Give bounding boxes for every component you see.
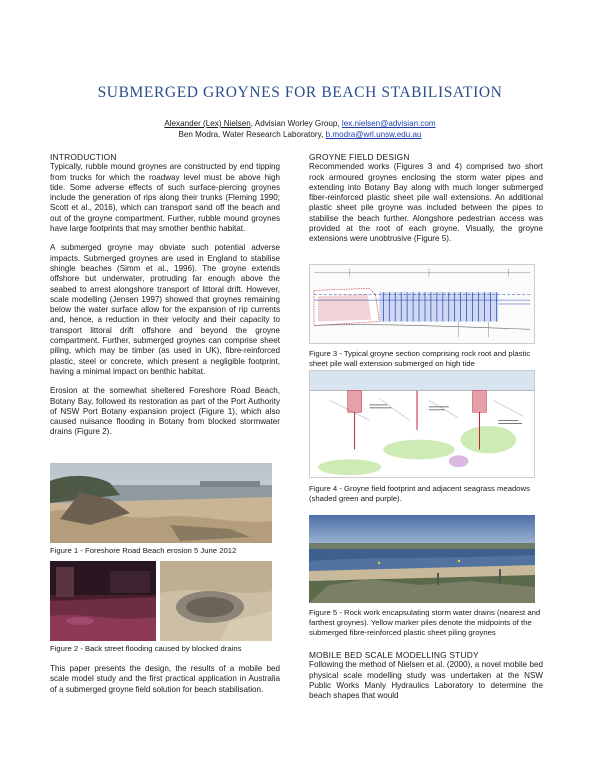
paper-title: SUBMERGED GROYNES FOR BEACH STABILISATION [97,84,503,101]
figure-4-caption: Figure 4 - Groyne field footprint and adjacent seagrass meadows (shaded green and purple). [309,484,530,503]
figure-3-caption: Figure 3 - Typical groyne section comprising rock root and plastic sheet pile wall extension submerged on high tide [309,349,531,368]
author-line-1 [0,118,600,129]
figure-1-beach-erosion-photo [50,463,272,543]
author-org-advisian: , Advisian Worley Group, [250,119,342,128]
left-column [50,152,280,447]
intro-paragraph-3: Erosion at the somewhat sheltered Foreshore Road Beach, Botany Bay, followed its restoration as part of the Port Authority of NSW Port Botany expansion project (Figure 1), which also caused nuisance flooding in Botany from blocked stormwater drains (Figure 2). [50,386,280,437]
mobile-bed-modelling-heading: MOBILE BED SCALE MODELLING STUDY [309,650,479,660]
right-column [309,152,543,254]
email-link-nielsen[interactable]: lex.nielsen@advisian.com [341,119,436,128]
figure-2-caption: Figure 2 - Back street flooding caused by blocked drains [50,644,242,653]
intro-paragraph-2: A submerged groyne may obviate such potential adverse impacts. Submerged groynes are used in England to stabilise shingle beaches (Simm et al., 1996). The groyne extends offshore but underwater, protruding far enough above the seabed to arrest alongshore transport of littoral drift. However, scale modelling (Jensen 1997) showed that groynes remaining below the water surface allow for the expansion of rip currents and, hence, a reduction in their velocity and their capacity to transport littoral drift offshore and beyond the groyne compartment. Further, submerged groynes can comprise sheet piling, which may be timber (as used in UK), fibre-reinforced plastic, steel or concrete, which present a negligible footprint, having a minimal impact on benthic habitat. [50,243,280,376]
author-line-2 [0,129,600,140]
figure-5-groyne-field-photo [309,515,535,603]
figure-2-flooded-street-photo [50,561,156,641]
email-link-modra[interactable]: b.modra@wrl.unsw.edu.au [325,130,422,139]
author-block [0,118,600,140]
author-name-nielsen: Alexander (Lex) Nielsen [164,119,251,128]
groyne-field-design-heading: GROYNE FIELD DESIGN [309,152,410,162]
figure-1-caption-wrap [50,542,280,556]
figure-2-caption-wrap [50,640,280,654]
figure-1-caption: Figure 1 - Foreshore Road Beach erosion 5 June 2012 [50,546,237,555]
figure-4-caption-wrap [309,480,543,504]
figure-3-caption-wrap [309,345,543,369]
figure-5-caption: Figure 5 - Rock work encapsulating storm water drains (nearest and farthest groynes). Yellow marker piles denote the midpoints of the submerged fibre-reinforced plastic sheet piling groynes [309,608,541,637]
figure-5-caption-wrap [309,604,543,638]
closing-paragraph-wrap [50,664,280,704]
author-modra: Ben Modra, Water Research Laboratory, [178,130,326,139]
mobile-bed-modelling-paragraph: Following the method of Nielsen et al. (2000), a novel mobile bed physical scale modelling study was undertaken at the NSW Public Works Manly Hydraulics Laboratory to determine the beach shapes that would [309,660,543,701]
mobile-bed-section [309,650,543,710]
groyne-field-design-paragraph: Recommended works (Figures 3 and 4) comprised two short rock armoured groynes enclosing the storm water pipes and extending into Botany Bay along with much longer submerged fiber-reinforced plastic sheet pile wall extensions. An additional plastic sheet pile groyne was included between the pipes to stabilise the beach further. Alongshore pedestrian access was provided at the root of each groyne. Visually, the groyne extensions were unobtrusive (Figure 5). [309,162,543,244]
figure-3-groyne-section-drawing [309,264,535,344]
closing-paragraph: This paper presents the design, the results of a mobile bed scale model study and the first practical application in Australia of a submerged groyne field solution for beach stabilisation. [50,664,280,694]
introduction-heading: INTRODUCTION [50,152,117,162]
figure-2-blocked-drain-photo [160,561,272,641]
figure-4-groyne-field-plan [309,370,535,478]
intro-paragraph-1: Typically, rubble mound groynes are constructed by end tipping from trucks for which the roadway level must be above high tide. Some adverse effects of such surface-piercing groynes include the generation of rips along their trunks (Fleming 1990; Scott et al., 2016), which can transport sand off the beach and out of the groyne compartment. Further, rubble mound groynes have large footprints that may smother benthic habitat. [50,162,280,234]
